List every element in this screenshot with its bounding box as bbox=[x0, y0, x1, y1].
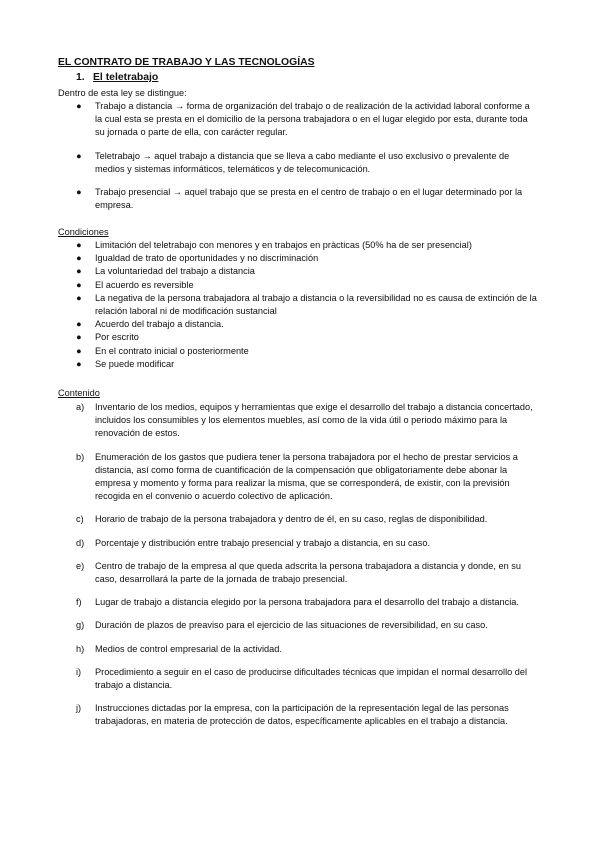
list-item-text: Enumeración de los gastos que pudiera tener la persona trabajadora por el hecho de prestar servicios a distancia, así como forma de cuantificación de la compensación que obligatoriamente debe abonar la empresa y momento y forma para realizar la misma, que se corresponderá, de existir, con la previsión recogida en el convenio o acuerdo colectivo de aplicación. bbox=[95, 451, 518, 502]
list-item-text: Por escrito bbox=[95, 332, 139, 343]
bullet-icon: ● bbox=[76, 101, 82, 111]
list-item bbox=[76, 345, 538, 358]
list-item-letter: d) bbox=[76, 537, 85, 548]
list-item bbox=[76, 292, 538, 318]
list-item bbox=[76, 702, 538, 728]
list-item-text: Centro de trabajo de la empresa al que queda adscrita la persona trabajadora a distancia y donde, en su caso, desarrollará la parte de la jornada de trabajo presencial. bbox=[95, 560, 521, 585]
definitions-list bbox=[76, 100, 538, 212]
section-number: 1. bbox=[76, 72, 85, 83]
list-item-letter: f) bbox=[76, 597, 82, 608]
list-item bbox=[76, 596, 538, 609]
list-item bbox=[76, 401, 538, 441]
bullet-icon: ● bbox=[76, 240, 82, 250]
list-item-letter: c) bbox=[76, 514, 84, 525]
bullet-icon: ● bbox=[76, 187, 82, 198]
bullet-icon: ● bbox=[76, 266, 82, 277]
contenido-list bbox=[76, 401, 538, 729]
bullet-icon: ● bbox=[76, 150, 82, 161]
bullet-icon: ● bbox=[76, 253, 82, 264]
list-item-text: Medios de control empresarial de la actividad. bbox=[95, 643, 282, 654]
list-item bbox=[76, 358, 538, 371]
list-item-text: Porcentaje y distribución entre trabajo presencial y trabajo a distancia, en su caso. bbox=[95, 537, 431, 548]
list-item bbox=[76, 318, 538, 331]
list-item-text: Horario de trabajo de la persona trabajadora y dentro de él, en su caso, reglas de disponibilidad. bbox=[95, 514, 488, 525]
list-item-text: Igualdad de trato de oportunidades y no discriminación bbox=[95, 253, 319, 264]
list-item-text: Trabajo a distancia → forma de organización del trabajo o de realización de la actividad laboral conforme a la cual esta se presta en el domicilio de la persona trabajadora o en el lugar elegido por esta, durante toda su jornada o parte de ella, con carácter regular. bbox=[95, 101, 530, 138]
list-item-letter: h) bbox=[76, 643, 85, 654]
list-item-letter: g) bbox=[76, 620, 85, 631]
list-item bbox=[76, 537, 538, 550]
list-item bbox=[76, 186, 538, 212]
list-item-letter: i) bbox=[76, 666, 82, 677]
list-item-text: Lugar de trabajo a distancia elegido por la persona trabajadora para el desarrollo del trabajo a distancia. bbox=[95, 597, 519, 608]
list-item bbox=[76, 643, 538, 656]
condiciones-heading: Condiciones bbox=[58, 227, 109, 237]
list-item-letter: b) bbox=[76, 451, 85, 462]
list-item bbox=[76, 619, 538, 632]
list-item-text: Inventario de los medios, equipos y herramientas que exige el desarrollo del trabajo a distancia concertado, incluidos los consumibles y los elementos muebles, así como de la vida útil o periodo máximo para la renovación de estos. bbox=[95, 402, 533, 439]
list-item-text: Trabajo presencial → aquel trabajo que se presta en el centro de trabajo o en el lugar determinado por la empresa. bbox=[95, 187, 523, 211]
list-item bbox=[76, 331, 538, 344]
list-item-text: La voluntariedad del trabajo a distancia bbox=[95, 266, 255, 277]
contenido-heading: Contenido bbox=[58, 388, 100, 398]
list-item bbox=[76, 451, 538, 504]
list-item bbox=[76, 239, 538, 252]
list-item bbox=[76, 150, 538, 176]
list-item-text: Instrucciones dictadas por la empresa, con la participación de la representación legal de las personas trabajadoras, en materia de protección de datos, específicamente aplicables en el trabajo a distancia. bbox=[95, 703, 509, 727]
condiciones-list bbox=[76, 239, 538, 371]
list-item-text: Duración de plazos de preaviso para el ejercicio de las situaciones de reversibilidad, en su caso. bbox=[95, 620, 488, 631]
list-item bbox=[76, 265, 538, 278]
list-item bbox=[76, 279, 538, 292]
list-item-text: El acuerdo es reversible bbox=[95, 279, 194, 290]
bullet-icon: ● bbox=[76, 358, 82, 369]
list-item-text: Acuerdo del trabajo a distancia. bbox=[95, 319, 224, 330]
list-item-text: Procedimiento a seguir en el caso de producirse dificultades técnicas que impidan el normal desarrollo del trabajo a distancia. bbox=[95, 666, 528, 691]
list-item bbox=[76, 252, 538, 265]
list-item-text: En el contrato inicial o posteriormente bbox=[95, 345, 249, 356]
list-item bbox=[76, 513, 538, 526]
list-item-text: Teletrabajo → aquel trabajo a distancia que se lleva a cabo mediante el uso exclusivo o prevalente de medios y sistemas informáticos, telemáticos y de telecomunicación. bbox=[95, 150, 510, 174]
document-title: EL CONTRATO DE TRABAJO Y LAS TECNOLOGÍAS bbox=[58, 57, 315, 68]
bullet-icon: ● bbox=[76, 279, 82, 290]
bullet-icon: ● bbox=[76, 332, 82, 343]
bullet-icon: ● bbox=[76, 345, 82, 356]
intro-text: Dentro de esta ley se distingue: bbox=[58, 88, 187, 98]
list-item-text: Se puede modificar bbox=[95, 358, 175, 369]
list-item-text: Limitación del teletrabajo con menores y en trabajos en pràcticas (50% ha de ser presencial) bbox=[95, 240, 472, 250]
bullet-icon: ● bbox=[76, 292, 82, 303]
list-item bbox=[76, 560, 538, 586]
section-heading bbox=[76, 71, 158, 84]
list-item bbox=[76, 666, 538, 692]
list-item-letter: e) bbox=[76, 560, 85, 571]
bullet-icon: ● bbox=[76, 319, 82, 330]
list-item-text: La negativa de la persona trabajadora al trabajo a distancia o la reversibilidad no es causa de extinción de la relación laboral ni de modificación sustancial bbox=[95, 292, 537, 317]
section-title: El teletrabajo bbox=[93, 72, 159, 83]
list-item bbox=[76, 100, 538, 140]
list-item-letter: a) bbox=[76, 402, 85, 412]
list-item-letter: j) bbox=[76, 703, 82, 714]
